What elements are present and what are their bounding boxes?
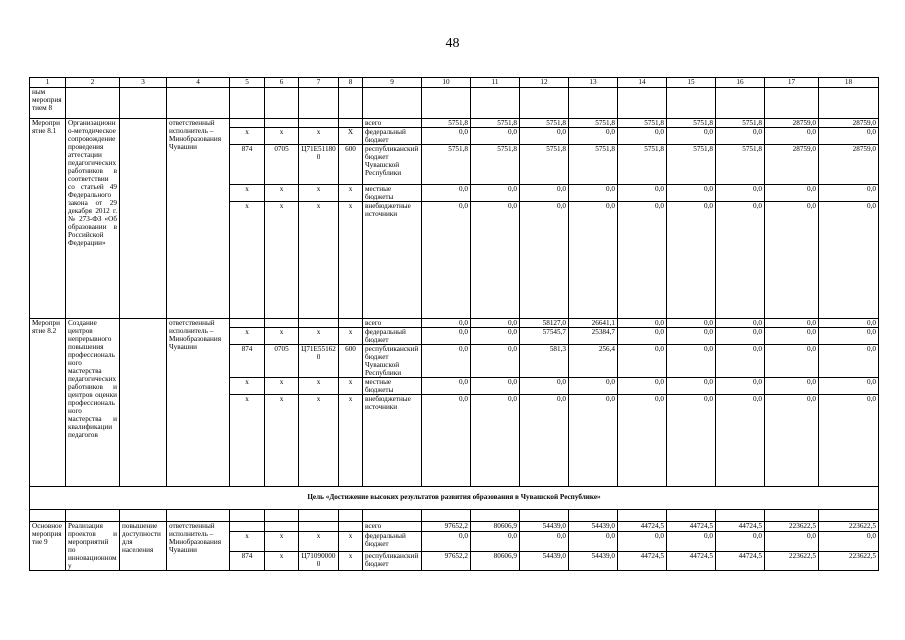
budget-code-cell: x	[265, 378, 299, 395]
amount-cell: 57545,7	[520, 328, 569, 345]
column-header-row	[30, 78, 879, 88]
amount-cell: 0,0	[819, 378, 879, 395]
amount-cell: 0,0	[520, 532, 569, 551]
empty-cell	[363, 510, 422, 522]
amount-cell: 54439,0	[569, 522, 618, 532]
amount-cell: 54439,0	[569, 551, 618, 570]
amount-cell: 0,0	[765, 185, 819, 202]
amount-cell: 0,0	[569, 395, 618, 487]
budget-code-cell: x	[339, 185, 363, 202]
empty-cell	[422, 510, 471, 522]
amount-cell: 5751,8	[716, 119, 765, 128]
table-row	[30, 119, 879, 128]
amount-cell: 0,0	[667, 128, 716, 145]
amount-cell: 0,0	[520, 185, 569, 202]
amount-cell: 5751,8	[520, 119, 569, 128]
amount-cell: 0,0	[819, 202, 879, 319]
responsible-executor: ответственный исполнитель – Минобразования Чувашии	[167, 522, 230, 571]
event-description: Организационно-методическое сопровождение проведения аттестации педагогических работников в соответствии со статьей 49 Федерального закона от 29 декабря 2012 г. № 273-ФЗ «Об образовании в Российской Федерации»	[66, 119, 120, 319]
responsible-executor: ответственный исполнитель – Минобразования Чувашии	[167, 119, 230, 319]
empty-cell	[765, 510, 819, 522]
amount-cell: 0,0	[569, 202, 618, 319]
budget-code-cell: x	[265, 202, 299, 319]
amount-cell: 0,0	[471, 378, 520, 395]
amount-cell: 0,0	[819, 185, 879, 202]
amount-cell: 223622,5	[819, 551, 879, 570]
funding-source-cell: республиканский бюджет Чувашской Республики	[363, 345, 422, 378]
budget-code-cell: 600	[339, 345, 363, 378]
amount-cell: 0,0	[716, 328, 765, 345]
budget-code-cell: 874	[230, 145, 265, 185]
amount-cell: 28759,0	[819, 145, 879, 185]
funding-source-cell: федеральный бюджет	[363, 128, 422, 145]
empty-cell	[716, 510, 765, 522]
empty-cell	[422, 88, 471, 119]
budget-code-cell: 0705	[265, 145, 299, 185]
funding-source-cell: республиканский бюджет Чувашской Республики	[363, 145, 422, 185]
empty-cell	[120, 119, 167, 319]
budget-code-cell	[265, 119, 299, 128]
budget-code-cell: x	[339, 551, 363, 570]
amount-cell: 0,0	[569, 128, 618, 145]
budget-code-cell: x	[339, 532, 363, 551]
column-header: 7	[299, 78, 339, 88]
budget-code-cell	[230, 119, 265, 128]
amount-cell: 0,0	[819, 395, 879, 487]
budget-code-cell: 874	[230, 345, 265, 378]
funding-source-cell: федеральный бюджет	[363, 328, 422, 345]
budget-code-cell: 874	[230, 551, 265, 570]
budget-code-cell	[299, 522, 339, 532]
amount-cell: 0,0	[471, 319, 520, 328]
amount-cell: 97652,2	[422, 522, 471, 532]
budget-code-cell	[299, 319, 339, 328]
amount-cell: 0,0	[765, 319, 819, 328]
amount-cell: 0,0	[569, 532, 618, 551]
amount-cell: 0,0	[716, 185, 765, 202]
amount-cell: 0,0	[520, 202, 569, 319]
budget-code-cell: x	[299, 378, 339, 395]
amount-cell: 0,0	[422, 202, 471, 319]
amount-cell: 0,0	[422, 319, 471, 328]
amount-cell: 5751,8	[667, 119, 716, 128]
table-row	[30, 319, 879, 328]
empty-cell	[618, 510, 667, 522]
amount-cell: 5751,8	[422, 145, 471, 185]
amount-cell: 0,0	[471, 185, 520, 202]
amount-cell: 5751,8	[471, 145, 520, 185]
responsible-executor: ответственный исполнитель – Минобразования Чувашии	[167, 319, 230, 487]
budget-code-cell: x	[230, 378, 265, 395]
amount-cell: 0,0	[819, 345, 879, 378]
amount-cell: 0,0	[471, 345, 520, 378]
empty-cell	[265, 510, 299, 522]
amount-cell: 0,0	[569, 185, 618, 202]
amount-cell: 0,0	[819, 532, 879, 551]
amount-cell: 54439,0	[520, 551, 569, 570]
amount-cell: 0,0	[520, 395, 569, 487]
amount-cell: 0,0	[520, 378, 569, 395]
empty-cell	[819, 510, 879, 522]
amount-cell: 581,3	[520, 345, 569, 378]
funding-source-cell: республиканский бюджет	[363, 551, 422, 570]
budget-code-cell: Ц71Е551620	[299, 345, 339, 378]
column-header: 8	[339, 78, 363, 88]
amount-cell: 25384,7	[569, 328, 618, 345]
budget-code-cell: x	[265, 395, 299, 487]
amount-cell: 44724,5	[618, 522, 667, 532]
amount-cell: 44724,5	[716, 551, 765, 570]
goal-row	[30, 487, 879, 510]
amount-cell: 0,0	[422, 532, 471, 551]
carry-over-row	[30, 88, 879, 119]
empty-cell	[569, 88, 618, 119]
budget-code-cell: x	[230, 202, 265, 319]
amount-cell: 0,0	[716, 202, 765, 319]
funding-source-cell: внебюджетные источники	[363, 395, 422, 487]
empty-cell	[230, 88, 265, 119]
amount-cell: 28759,0	[819, 119, 879, 128]
amount-cell: 5751,8	[716, 145, 765, 185]
funding-source-cell: всего	[363, 119, 422, 128]
empty-cell	[120, 510, 167, 522]
amount-cell: 0,0	[765, 202, 819, 319]
amount-cell: 0,0	[667, 185, 716, 202]
amount-cell: 5751,8	[569, 119, 618, 128]
amount-cell: 0,0	[765, 532, 819, 551]
amount-cell: 80606,9	[471, 522, 520, 532]
amount-cell: 44724,5	[716, 522, 765, 532]
amount-cell: 256,4	[569, 345, 618, 378]
amount-cell: 0,0	[667, 328, 716, 345]
amount-cell: 0,0	[819, 328, 879, 345]
amount-cell: 26641,1	[569, 319, 618, 328]
column-header: 13	[569, 78, 618, 88]
amount-cell: 0,0	[716, 395, 765, 487]
amount-cell: 5751,8	[618, 145, 667, 185]
budget-code-cell	[230, 319, 265, 328]
budget-code-cell: Ц71Е511800	[299, 145, 339, 185]
amount-cell: 223622,5	[819, 522, 879, 532]
amount-cell: 0,0	[667, 378, 716, 395]
column-header: 14	[618, 78, 667, 88]
column-header: 15	[667, 78, 716, 88]
amount-cell: 0,0	[667, 319, 716, 328]
column-header: 6	[265, 78, 299, 88]
amount-cell: 0,0	[716, 378, 765, 395]
amount-cell: 44724,5	[667, 522, 716, 532]
budget-code-cell: x	[339, 395, 363, 487]
empty-cell	[339, 510, 363, 522]
budget-code-cell	[230, 522, 265, 532]
amount-cell: 58127,0	[520, 319, 569, 328]
budget-code-cell: x	[299, 202, 339, 319]
budget-code-cell: x	[230, 395, 265, 487]
budget-code-cell: x	[230, 532, 265, 551]
amount-cell: 0,0	[618, 345, 667, 378]
funding-source-cell: федеральный бюджет	[363, 532, 422, 551]
funding-source-cell: всего	[363, 522, 422, 532]
amount-cell: 0,0	[618, 202, 667, 319]
empty-cell	[265, 88, 299, 119]
empty-cell	[819, 88, 879, 119]
amount-cell: 0,0	[618, 378, 667, 395]
empty-cell	[66, 88, 120, 119]
empty-cell	[299, 88, 339, 119]
budget-code-cell: x	[265, 328, 299, 345]
budget-code-cell	[339, 319, 363, 328]
budget-code-cell: x	[339, 328, 363, 345]
amount-cell: 0,0	[618, 319, 667, 328]
empty-cell	[230, 510, 265, 522]
event-purpose: повышение доступности для населения	[120, 522, 167, 571]
amount-cell: 97652,2	[422, 551, 471, 570]
amount-cell: 0,0	[765, 345, 819, 378]
empty-cell	[520, 88, 569, 119]
event-label: Основное мероприятие 9	[30, 522, 66, 571]
amount-cell: 5751,8	[520, 145, 569, 185]
amount-cell: 28759,0	[765, 145, 819, 185]
amount-cell: 0,0	[765, 128, 819, 145]
empty-cell	[667, 510, 716, 522]
budget-code-cell: x	[265, 128, 299, 145]
empty-cell	[716, 88, 765, 119]
budget-code-cell	[299, 119, 339, 128]
column-header: 4	[167, 78, 230, 88]
amount-cell: 0,0	[520, 128, 569, 145]
budget-code-cell: x	[339, 378, 363, 395]
empty-cell	[569, 510, 618, 522]
budget-code-cell: 600	[339, 145, 363, 185]
event-description: Реализация проектов и мероприятий по инновационному	[66, 522, 120, 571]
amount-cell: 223622,5	[765, 551, 819, 570]
table-row	[30, 522, 879, 532]
amount-cell: 5751,8	[471, 119, 520, 128]
amount-cell: 0,0	[716, 319, 765, 328]
event-label: Мероприятие 8.1	[30, 119, 66, 319]
budget-code-cell: x	[299, 128, 339, 145]
amount-cell: 0,0	[819, 319, 879, 328]
empty-cell	[167, 88, 230, 119]
amount-cell: 0,0	[422, 185, 471, 202]
amount-cell: 0,0	[471, 328, 520, 345]
budget-code-cell: x	[299, 185, 339, 202]
amount-cell: 0,0	[471, 128, 520, 145]
amount-cell: 54439,0	[520, 522, 569, 532]
amount-cell: 0,0	[667, 395, 716, 487]
column-header: 5	[230, 78, 265, 88]
amount-cell: 0,0	[667, 532, 716, 551]
budget-code-cell	[265, 319, 299, 328]
funding-source-cell: местные бюджеты	[363, 185, 422, 202]
goal-heading: Цель «Достижение высоких результатов развития образования в Чувашской Республике»	[30, 487, 879, 510]
budget-code-cell: x	[299, 395, 339, 487]
event-label: Мероприятие 8.2	[30, 319, 66, 487]
budget-code-cell	[265, 522, 299, 532]
funding-source-cell: внебюджетные источники	[363, 202, 422, 319]
budget-code-cell: x	[299, 532, 339, 551]
empty-cell	[120, 319, 167, 487]
amount-cell: 0,0	[618, 128, 667, 145]
column-header: 12	[520, 78, 569, 88]
budget-code-cell	[339, 119, 363, 128]
amount-cell: 0,0	[422, 378, 471, 395]
amount-cell: 0,0	[422, 395, 471, 487]
amount-cell: 0,0	[716, 128, 765, 145]
amount-cell: 44724,5	[667, 551, 716, 570]
empty-cell	[618, 88, 667, 119]
amount-cell: 0,0	[765, 378, 819, 395]
budget-code-cell: x	[265, 551, 299, 570]
amount-cell: 80606,9	[471, 551, 520, 570]
amount-cell: 0,0	[765, 328, 819, 345]
column-header: 18	[819, 78, 879, 88]
funding-source-cell: местные бюджеты	[363, 378, 422, 395]
column-header: 11	[471, 78, 520, 88]
amount-cell: 223622,5	[765, 522, 819, 532]
event-label: ным мероприятием 8	[30, 88, 66, 119]
column-header: 17	[765, 78, 819, 88]
empty-cell	[30, 510, 66, 522]
event-description: Создание центров непрерывного повышения профессионального мастерства педагогических работников и центров оценки профессионального мастерства и квалификации педагогов	[66, 319, 120, 487]
amount-cell: 0,0	[765, 395, 819, 487]
empty-cell	[339, 88, 363, 119]
amount-cell: 0,0	[716, 532, 765, 551]
empty-cell	[120, 88, 167, 119]
budget-code-cell	[339, 522, 363, 532]
amount-cell: 0,0	[471, 202, 520, 319]
empty-cell	[765, 88, 819, 119]
column-header: 2	[66, 78, 120, 88]
budget-code-cell: Ц710900000	[299, 551, 339, 570]
amount-cell: 0,0	[667, 202, 716, 319]
empty-cell	[471, 88, 520, 119]
budget-code-cell: X	[339, 128, 363, 145]
column-header: 3	[120, 78, 167, 88]
amount-cell: 0,0	[471, 532, 520, 551]
amount-cell: 44724,5	[618, 551, 667, 570]
empty-cell	[471, 510, 520, 522]
amount-cell: 0,0	[618, 328, 667, 345]
empty-cell	[520, 510, 569, 522]
column-header: 1	[30, 78, 66, 88]
amount-cell: 5751,8	[618, 119, 667, 128]
amount-cell: 5751,8	[422, 119, 471, 128]
amount-cell: 0,0	[422, 128, 471, 145]
amount-cell: 0,0	[618, 532, 667, 551]
amount-cell: 0,0	[716, 345, 765, 378]
empty-cell	[299, 510, 339, 522]
column-header: 9	[363, 78, 422, 88]
amount-cell: 0,0	[471, 395, 520, 487]
column-header: 16	[716, 78, 765, 88]
amount-cell: 5751,8	[667, 145, 716, 185]
budget-code-cell: x	[339, 202, 363, 319]
budget-code-cell: x	[299, 328, 339, 345]
spacer-row	[30, 510, 879, 522]
amount-cell: 0,0	[618, 395, 667, 487]
column-header: 10	[422, 78, 471, 88]
funding-source-cell: всего	[363, 319, 422, 328]
empty-cell	[667, 88, 716, 119]
budget-code-cell: x	[265, 185, 299, 202]
budget-code-cell: x	[230, 128, 265, 145]
budget-code-cell: x	[230, 328, 265, 345]
budget-code-cell: x	[230, 185, 265, 202]
amount-cell: 0,0	[618, 185, 667, 202]
amount-cell: 0,0	[569, 378, 618, 395]
amount-cell: 0,0	[422, 345, 471, 378]
amount-cell: 5751,8	[569, 145, 618, 185]
empty-cell	[363, 88, 422, 119]
amount-cell: 0,0	[667, 345, 716, 378]
empty-cell	[66, 510, 120, 522]
empty-cell	[167, 510, 230, 522]
budget-table	[29, 77, 879, 571]
amount-cell: 28759,0	[765, 119, 819, 128]
budget-code-cell: x	[265, 532, 299, 551]
budget-code-cell: 0705	[265, 345, 299, 378]
amount-cell: 0,0	[819, 128, 879, 145]
page-number: 48	[445, 36, 460, 51]
amount-cell: 0,0	[422, 328, 471, 345]
